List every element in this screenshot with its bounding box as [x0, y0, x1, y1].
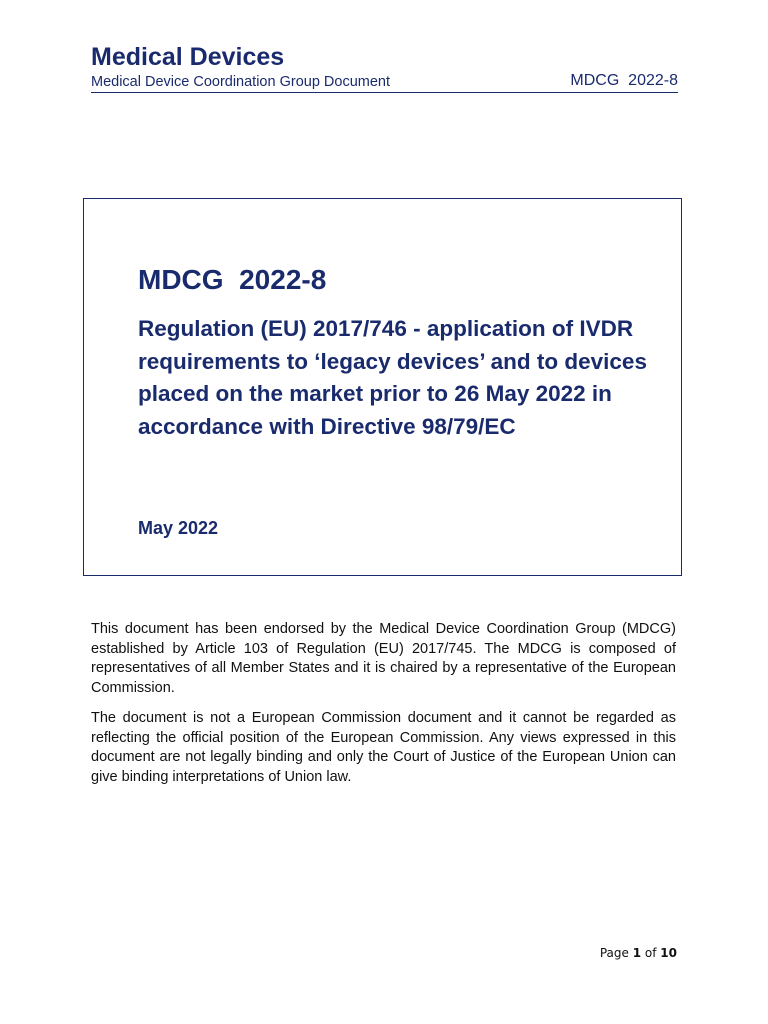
page-current: 1: [632, 946, 642, 960]
document-title: Regulation (EU) 2017/746 - application of IVDR requirements to ‘legacy devices’ and to devices placed on the market prior to 26 May 2022 in accordance with Directive 98/79/EC: [138, 316, 647, 439]
endorsement-paragraph: This document has been endorsed by the Medical Device Coordination Group (MDCG) established by Article 103 of Regulation (EU) 2017/745. The MDCG is composed of representatives of all Member States and it is chaired by a representative of the European Commission.: [91, 621, 676, 696]
disclaimer-paragraph: The document is not a European Commission document and it cannot be regarded as reflecting the official position of the European Commission. Any views expressed in this document are not legally binding and only the Court of Justice of the European Union can give binding interpretations of Union law.: [91, 710, 676, 785]
header-doc-code: MDCG 2022-8: [570, 72, 678, 89]
page-of: of: [644, 946, 657, 960]
page-header: [91, 42, 678, 93]
title-box: [83, 198, 682, 576]
page-number: [600, 946, 677, 960]
page-total: 10: [660, 946, 677, 960]
document-date: May 2022: [138, 518, 219, 538]
header-subtitle: Medical Device Coordination Group Document: [91, 74, 391, 90]
page-label: Page: [599, 946, 629, 960]
body-text: [91, 620, 676, 798]
header-title: Medical Devices: [91, 43, 285, 71]
document-code: MDCG 2022-8: [138, 264, 327, 295]
